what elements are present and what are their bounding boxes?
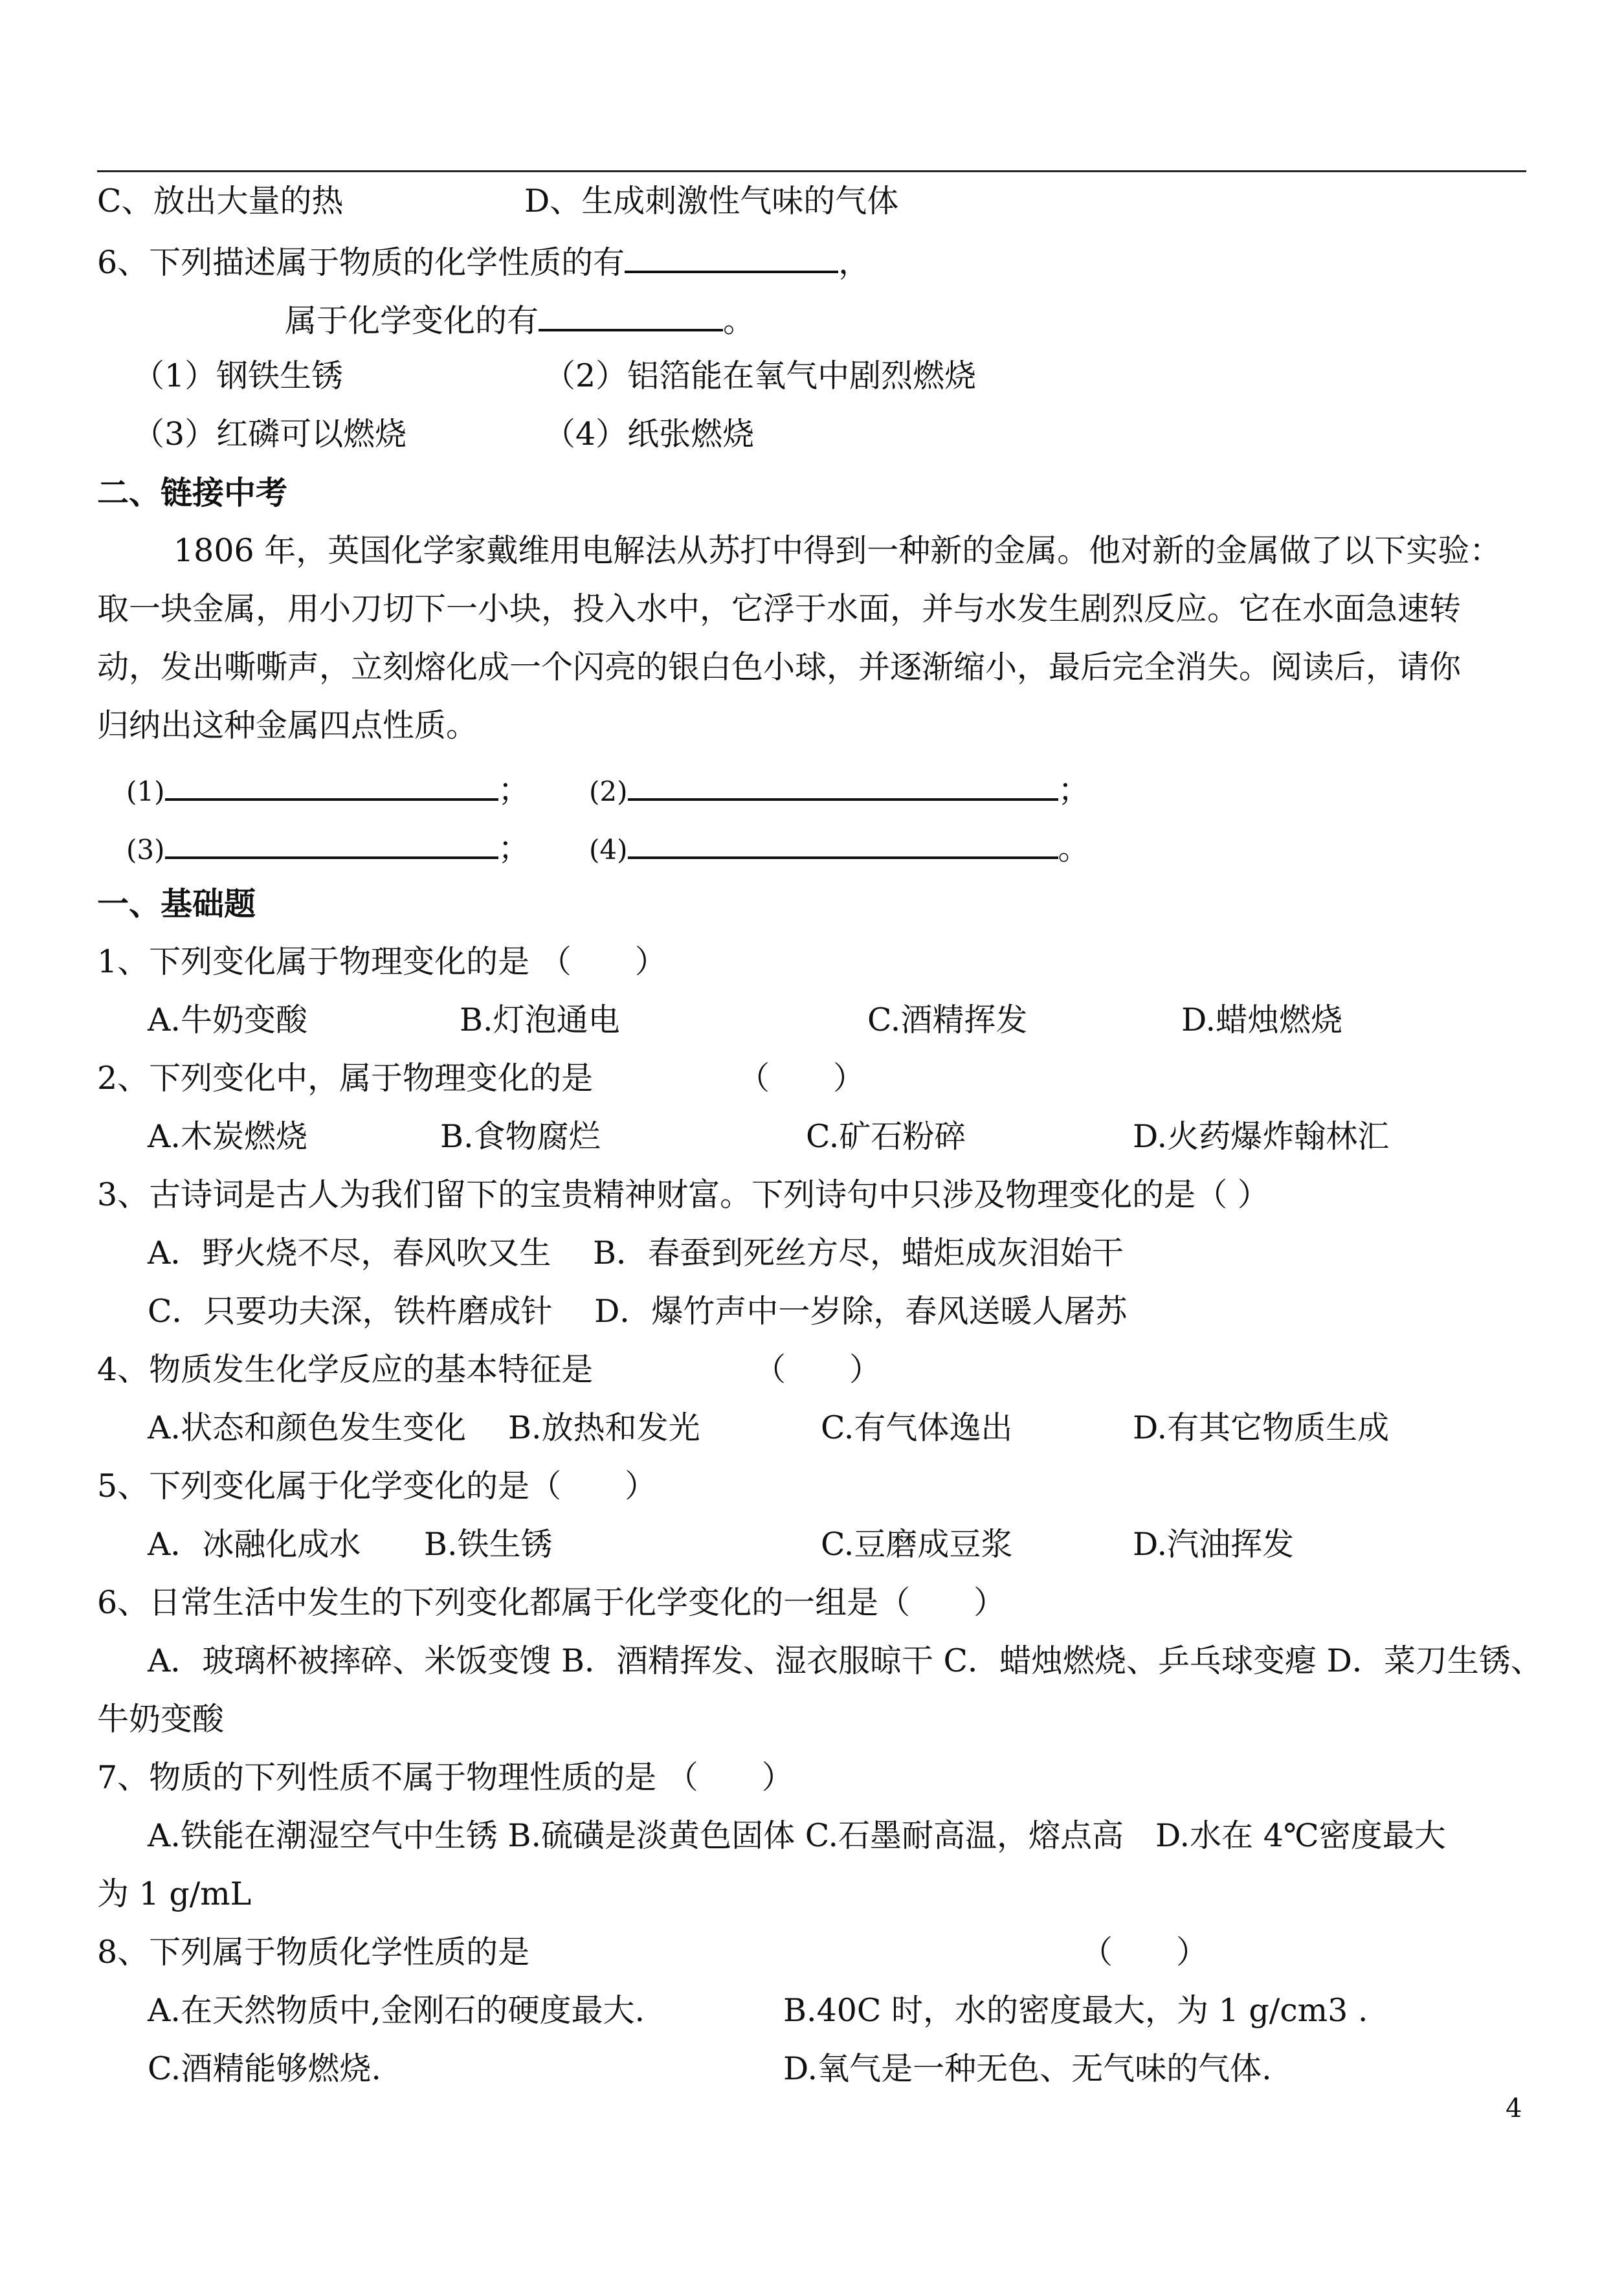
option: C.酒精挥发	[867, 1001, 1028, 1038]
blank-label: (4)	[589, 834, 628, 866]
q6-line-a	[97, 240, 870, 283]
blank-punct: ；	[498, 772, 530, 809]
option: A．冰融化成水	[148, 1526, 361, 1563]
question-stem: 2、下列变化中，属于物理变化的是	[97, 1060, 594, 1097]
option: A.牛奶变酸	[148, 1001, 307, 1038]
blank-punct: ；	[1058, 772, 1090, 809]
option: B.放热和发光	[508, 1409, 700, 1446]
q6-item: （4）纸张燃烧	[544, 416, 755, 453]
question-stem: 7、物质的下列性质不属于物理性质的是 （ ）	[97, 1759, 794, 1796]
question-stem: 8、下列属于物质化学性质的是	[97, 1934, 530, 1971]
option: B.铁生锈	[424, 1526, 553, 1563]
q5-option-c: C、放出大量的热	[97, 183, 344, 219]
option-line: 牛奶变酸	[97, 1701, 225, 1738]
q6-line-b	[285, 298, 755, 341]
page-number: 4	[1506, 2094, 1522, 2123]
option: B.40C 时，水的密度最大，为 1 g/cm3 .	[783, 1992, 1368, 2029]
q6-item: （2）铝箔能在氧气中剧烈燃烧	[544, 357, 977, 394]
answer-blank[interactable]	[628, 825, 1058, 859]
answer-paren: （ ）	[1081, 1934, 1208, 1971]
answer-paren: （ ）	[754, 1351, 882, 1388]
option: C.豆磨成豆浆	[821, 1526, 1013, 1563]
option: C.矿石粉碎	[806, 1118, 966, 1155]
blank-row	[126, 767, 530, 812]
option-line: A．玻璃杯被摔碎、米饭变馊 B．酒精挥发、湿衣服晾干 C．蜡烛燃烧、乒乓球变瘪 D．菜刀生锈、	[148, 1642, 1542, 1679]
q6-punct: 。	[723, 302, 755, 339]
option-line: A.铁能在潮湿空气中生锈 B.硫磺是淡黄色固体 C.石墨耐高温，熔点高 D.水在 4℃密度最大	[148, 1817, 1446, 1854]
answer-blank[interactable]	[628, 767, 1058, 801]
option-line: 为 1 g/mL	[97, 1875, 252, 1912]
blank-label: (3)	[126, 834, 165, 866]
paragraph-line: 归纳出这种金属四点性质。	[97, 707, 478, 744]
option: D.汽油挥发	[1133, 1526, 1295, 1563]
header-rule	[97, 170, 1526, 172]
answer-blank[interactable]	[625, 240, 838, 273]
blank-row	[589, 825, 1090, 870]
blank-label: (1)	[126, 776, 165, 807]
option: B.灯泡通电	[460, 1001, 620, 1038]
blank-row	[126, 825, 530, 870]
answer-blank[interactable]	[539, 298, 723, 331]
option: D.蜡烛燃烧	[1181, 1001, 1343, 1038]
option: C.有气体逸出	[821, 1409, 1013, 1446]
q6-stem-b: 属于化学变化的有	[285, 302, 539, 339]
q6-stem-a: 6、下列描述属于物质的化学性质的有	[97, 244, 625, 281]
option-line: A．野火烧不尽，春风吹又生 B．春蚕到死丝方尽，蜡炬成灰泪始干	[148, 1235, 1124, 1271]
question-stem: 3、古诗词是古人为我们留下的宝贵精神财富。下列诗句中只涉及物理变化的是（ ）	[97, 1176, 1269, 1213]
section-title: 一、基础题	[97, 885, 256, 923]
blank-punct: ；	[498, 830, 530, 867]
question-stem: 6、日常生活中发生的下列变化都属于化学变化的一组是（ ）	[97, 1584, 1006, 1621]
q6-item: （1）钢铁生锈	[133, 357, 344, 394]
question-stem: 1、下列变化属于物理变化的是 （ ）	[97, 943, 667, 980]
option: D.火药爆炸翰林汇	[1133, 1118, 1390, 1155]
option: A.木炭燃烧	[148, 1118, 307, 1155]
blank-row	[589, 767, 1090, 812]
q6-punct: ，	[838, 244, 871, 281]
section-title: 二、链接中考	[97, 474, 288, 511]
option: A.状态和颜色发生变化	[148, 1409, 466, 1446]
paragraph-line: 取一块金属，用小刀切下一小块，投入水中，它浮于水面，并与水发生剧烈反应。它在水面急速转	[97, 590, 1462, 627]
blank-label: (2)	[589, 776, 628, 807]
question-stem: 5、下列变化属于化学变化的是（ ）	[97, 1468, 657, 1504]
answer-paren: （ ）	[738, 1060, 865, 1097]
option-line: C．只要功夫深，铁杵磨成针 D．爆竹声中一岁除，春风送暖人屠苏	[148, 1293, 1128, 1330]
q6-item: （3）红磷可以燃烧	[133, 416, 407, 453]
q5-option-d: D、生成刺激性气味的气体	[524, 183, 899, 219]
option: D.有其它物质生成	[1133, 1409, 1390, 1446]
blank-punct: 。	[1058, 830, 1090, 867]
answer-blank[interactable]	[165, 825, 498, 859]
paragraph-line: 1806 年，英国化学家戴维用电解法从苏打中得到一种新的金属。他对新的金属做了以下实验：	[173, 532, 1502, 569]
option: C.酒精能够燃烧.	[148, 2050, 381, 2087]
answer-blank[interactable]	[165, 767, 498, 801]
option: A.在天然物质中,金刚石的硬度最大.	[148, 1992, 645, 2029]
question-stem: 4、物质发生化学反应的基本特征是	[97, 1351, 594, 1388]
paragraph-line: 动，发出嘶嘶声，立刻熔化成一个闪亮的银白色小球，并逐渐缩小，最后完全消失。阅读后，请你	[97, 649, 1462, 686]
option: D.氧气是一种无色、无气味的气体.	[783, 2050, 1272, 2087]
option: B.食物腐烂	[440, 1118, 601, 1155]
